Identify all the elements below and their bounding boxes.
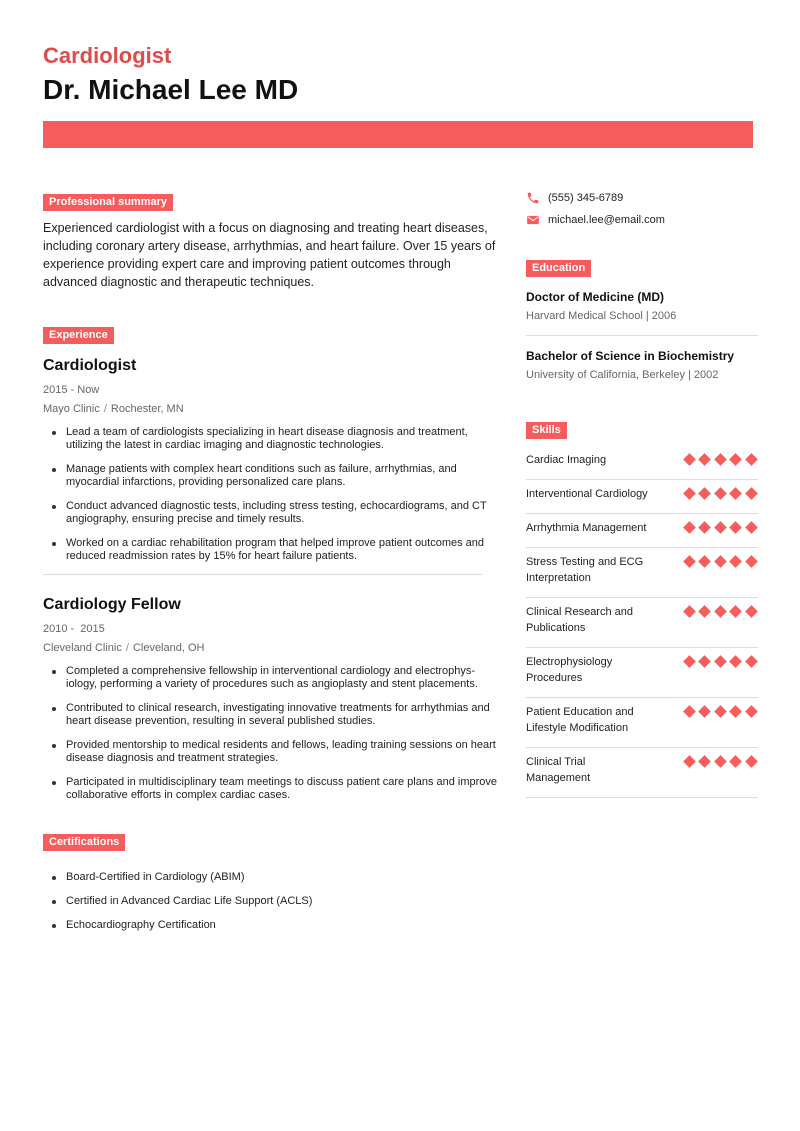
list-item: Completed a comprehensive fellowship in interventional cardiology and electrophysiology, performing a variety of procedures such as angioplasty and stent placements. [43,665,499,691]
experience-heading: Experience [43,327,114,344]
education-item [526,348,758,394]
job-location: Cleveland, OH [132,642,205,654]
rating-diamond-icon [714,655,727,668]
rating-diamond-icon [714,555,727,568]
job-dates: 2015 - Now [43,384,100,396]
list-item: Contributed to clinical research, investigating innovative treatments for arrhythmias and heart disease prevention, resulting in several published studies. [43,702,499,728]
candidate-name: Dr. Michael Lee MD [43,74,299,105]
skill-name: Cardiac Imaging [526,454,607,466]
skill-rating [679,707,757,716]
rating-diamond-icon [698,605,711,618]
phone-link[interactable]: (555) 345-6789 [548,192,624,204]
main-column [43,192,499,943]
rating-diamond-icon [729,755,742,768]
contact-phone [526,190,758,206]
skill-rating [679,657,757,666]
job-title: Cardiologist [43,43,172,68]
degree: Bachelor of Science in Biochemistry [526,349,735,363]
job-place: Mayo Clinic / Rochester, MN [43,403,184,415]
rating-diamond-icon [698,655,711,668]
skill-rating [679,607,757,616]
summary-heading: Professional summary [43,194,173,211]
rating-diamond-icon [698,453,711,466]
rating-diamond-icon [714,705,727,718]
rating-diamond-icon [683,755,696,768]
list-item: Participated in multidisciplinary team meetings to discuss patient care plans and improve collaborative efforts in complex cardiac cases. [43,776,499,802]
skill-row [526,598,758,648]
header-banner [43,121,753,148]
list-item: Board-Certified in Cardiology (ABIM) [43,871,499,884]
rating-diamond-icon [714,453,727,466]
list-item: Provided mentorship to medical residents and fellows, leading training sessions on heart disease diagnosis and treatment strategies. [43,739,499,765]
job-dates: 2010 - 2015 [43,623,105,635]
rating-diamond-icon [683,555,696,568]
rating-diamond-icon [698,555,711,568]
skill-rating [679,757,757,766]
list-item: Conduct advanced diagnostic tests, including stress testing, echocardiograms, and CT angiography, ensuring precise and timely results. [43,500,499,526]
list-item: Manage patients with complex heart conditions such as failure, arrhythmias, and myocardial infarctions, providing personalized care plans. [43,463,499,489]
rating-diamond-icon [745,453,758,466]
experience-item [43,356,499,563]
rating-diamond-icon [714,487,727,500]
list-item: Certified in Advanced Cardiac Life Support (ACLS) [43,895,499,908]
skill-name: Clinical Trial Management [526,756,591,784]
rating-diamond-icon [683,453,696,466]
rating-diamond-icon [698,705,711,718]
job-role: Cardiologist [43,357,137,374]
rating-diamond-icon [698,487,711,500]
skill-row [526,698,758,748]
job-bullets [43,665,499,802]
rating-diamond-icon [714,605,727,618]
rating-diamond-icon [729,487,742,500]
school: University of California, Berkeley | 2002 [526,369,719,381]
education-heading: Education [526,260,591,277]
skill-rating [679,455,757,464]
skill-row [526,748,758,798]
rating-diamond-icon [745,555,758,568]
job-employer: Cleveland Clinic [43,642,122,654]
envelope-icon [526,213,540,227]
skill-row [526,446,758,480]
skill-row [526,548,758,598]
certifications-heading: Certifications [43,834,125,851]
job-place: Cleveland Clinic / Cleveland, OH [43,642,205,654]
skills-list [526,446,758,798]
list-item: Lead a team of cardiologists specializing in heart disease diagnosis and treatment, utilizing the latest in cardiac imaging and diagnostic technologies. [43,426,499,452]
skills-heading: Skills [526,422,567,439]
skill-rating [679,557,757,566]
job-role: Cardiology Fellow [43,596,181,613]
phone-icon [526,191,540,205]
rating-diamond-icon [745,487,758,500]
job-bullets [43,426,499,563]
skill-row [526,480,758,514]
list-item: Echocardiography Certification [43,919,499,932]
skill-rating [679,489,757,498]
rating-diamond-icon [745,605,758,618]
rating-diamond-icon [729,655,742,668]
certifications-list [43,871,499,932]
skill-name: Interventional Cardiology [526,488,648,500]
education-item [526,289,758,336]
skill-name: Stress Testing and ECG Interpretation [526,556,644,584]
email-link[interactable]: michael.lee@email.com [548,214,665,226]
job-employer: Mayo Clinic [43,403,100,415]
rating-diamond-icon [714,755,727,768]
rating-diamond-icon [683,487,696,500]
rating-diamond-icon [745,655,758,668]
rating-diamond-icon [729,705,742,718]
rating-diamond-icon [698,521,711,534]
skill-name: Clinical Research and Publications [526,606,633,634]
rating-diamond-icon [745,705,758,718]
skill-rating [679,523,757,532]
skill-name: Arrhythmia Management [526,522,647,534]
rating-diamond-icon [698,755,711,768]
rating-diamond-icon [683,521,696,534]
degree: Doctor of Medicine (MD) [526,290,664,304]
rating-diamond-icon [745,521,758,534]
skill-row [526,648,758,698]
rating-diamond-icon [683,705,696,718]
skill-row [526,514,758,548]
list-item: Worked on a cardiac rehabilitation program that helped improve patient outcomes and reduced readmission rates by 15% for heart failure patients. [43,537,499,563]
rating-diamond-icon [745,755,758,768]
experience-item [43,595,499,802]
rating-diamond-icon [714,521,727,534]
job-location: Rochester, MN [110,403,184,415]
school: Harvard Medical School | 2006 [526,310,677,322]
experience-divider [43,574,482,575]
skill-name: Electrophysiology Procedures [526,656,613,684]
summary-text: Experienced cardiologist with a focus on diagnosing and treating heart diseases, including coronary artery disease, arrhythmias, and heart failure. Over 15 years of experience providing expert care and improving patient outcomes through advanced diagnostic and therapeutic techniques. [43,221,496,289]
resume-header [43,42,753,108]
rating-diamond-icon [729,555,742,568]
sidebar-column [526,190,758,798]
rating-diamond-icon [683,605,696,618]
contact-email [526,212,758,228]
skill-name: Patient Education and Lifestyle Modification [526,706,634,734]
rating-diamond-icon [729,605,742,618]
rating-diamond-icon [729,521,742,534]
rating-diamond-icon [729,453,742,466]
rating-diamond-icon [683,655,696,668]
